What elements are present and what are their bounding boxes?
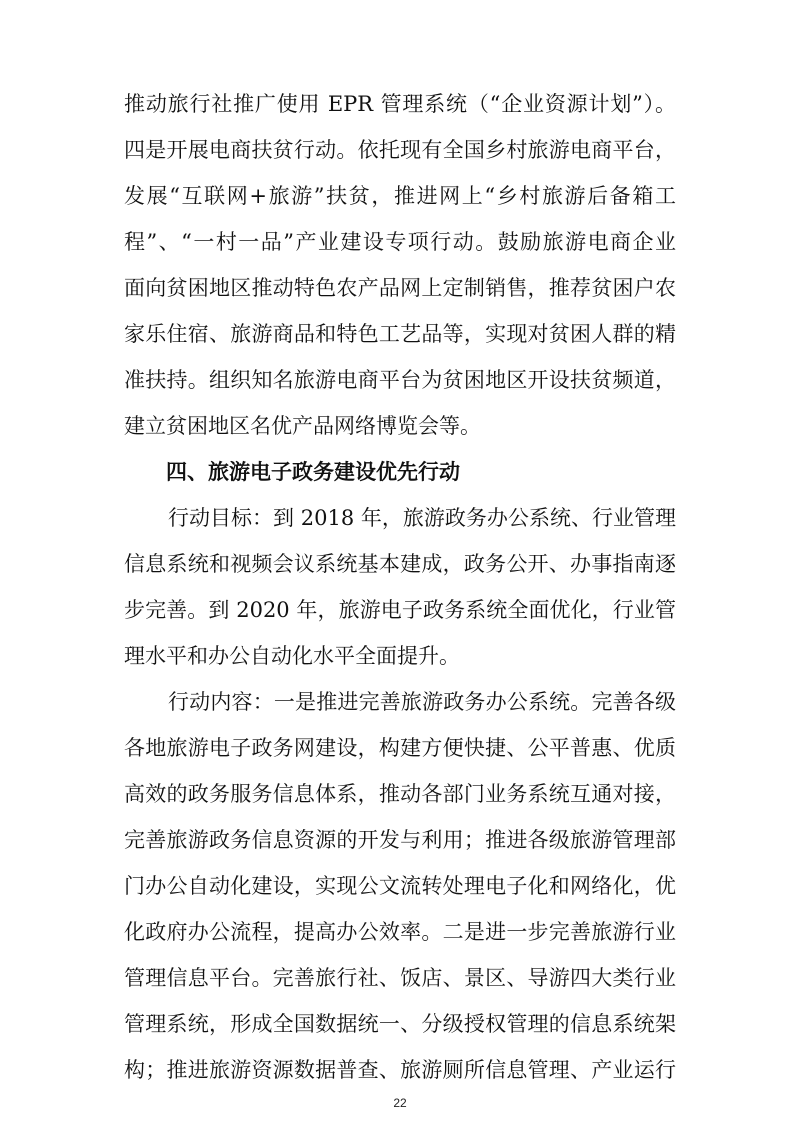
- text-line: 准扶持。组织知名旅游电商平台为贫困地区开设扶贫频道，: [124, 368, 676, 392]
- text-line: 信息系统和视频会议系统基本建成，政务公开、办事指南逐: [124, 552, 676, 576]
- text-line: 四是开展电商扶贫行动。依托现有全国乡村旅游电商平台，: [124, 138, 676, 162]
- page-number: 22: [393, 1096, 407, 1110]
- text-line: 理水平和办公自动化水平全面提升。: [124, 644, 460, 668]
- paragraph-first-line: 行动内容：一是推进完善旅游政务办公系统。完善各级: [168, 690, 676, 714]
- text-line: 发展“互联网+旅游”扶贫，推进网上“乡村旅游后备箱工: [124, 184, 676, 208]
- text-line: 各地旅游电子政务网建设，构建方便快捷、公平普惠、优质: [124, 736, 676, 760]
- text-line: 推动旅行社推广使用 EPR 管理系统（“企业资源计划”）。: [124, 92, 676, 116]
- paragraph-first-line: 行动目标：到 2018 年，旅游政务办公系统、行业管理: [168, 506, 676, 530]
- text-line: 面向贫困地区推动特色农产品网上定制销售，推荐贫困户农: [124, 276, 676, 300]
- text-line: 程”、“一村一品”产业建设专项行动。鼓励旅游电商企业: [124, 230, 676, 254]
- text-line: 管理信息平台。完善旅行社、饭店、景区、导游四大类行业: [124, 966, 676, 990]
- section-heading: 四、旅游电子政务建设优先行动: [166, 460, 460, 484]
- text-line: 完善旅游政务信息资源的开发与利用；推进各级旅游管理部: [124, 828, 676, 852]
- text-line: 化政府办公流程，提高办公效率。二是进一步完善旅游行业: [124, 920, 676, 944]
- text-line: 构；推进旅游资源数据普查、旅游厕所信息管理、产业运行: [124, 1058, 676, 1082]
- text-line: 门办公自动化建设，实现公文流转处理电子化和网络化，优: [124, 874, 676, 898]
- text-line: 管理系统，形成全国数据统一、分级授权管理的信息系统架: [124, 1012, 676, 1036]
- text-line: 建立贫困地区名优产品网络博览会等。: [124, 414, 481, 438]
- text-line: 步完善。到 2020 年，旅游电子政务系统全面优化，行业管: [124, 598, 676, 622]
- text-line: 家乐住宿、旅游商品和特色工艺品等，实现对贫困人群的精: [124, 322, 676, 346]
- text-line: 高效的政务服务信息体系，推动各部门业务系统互通对接，: [124, 782, 676, 806]
